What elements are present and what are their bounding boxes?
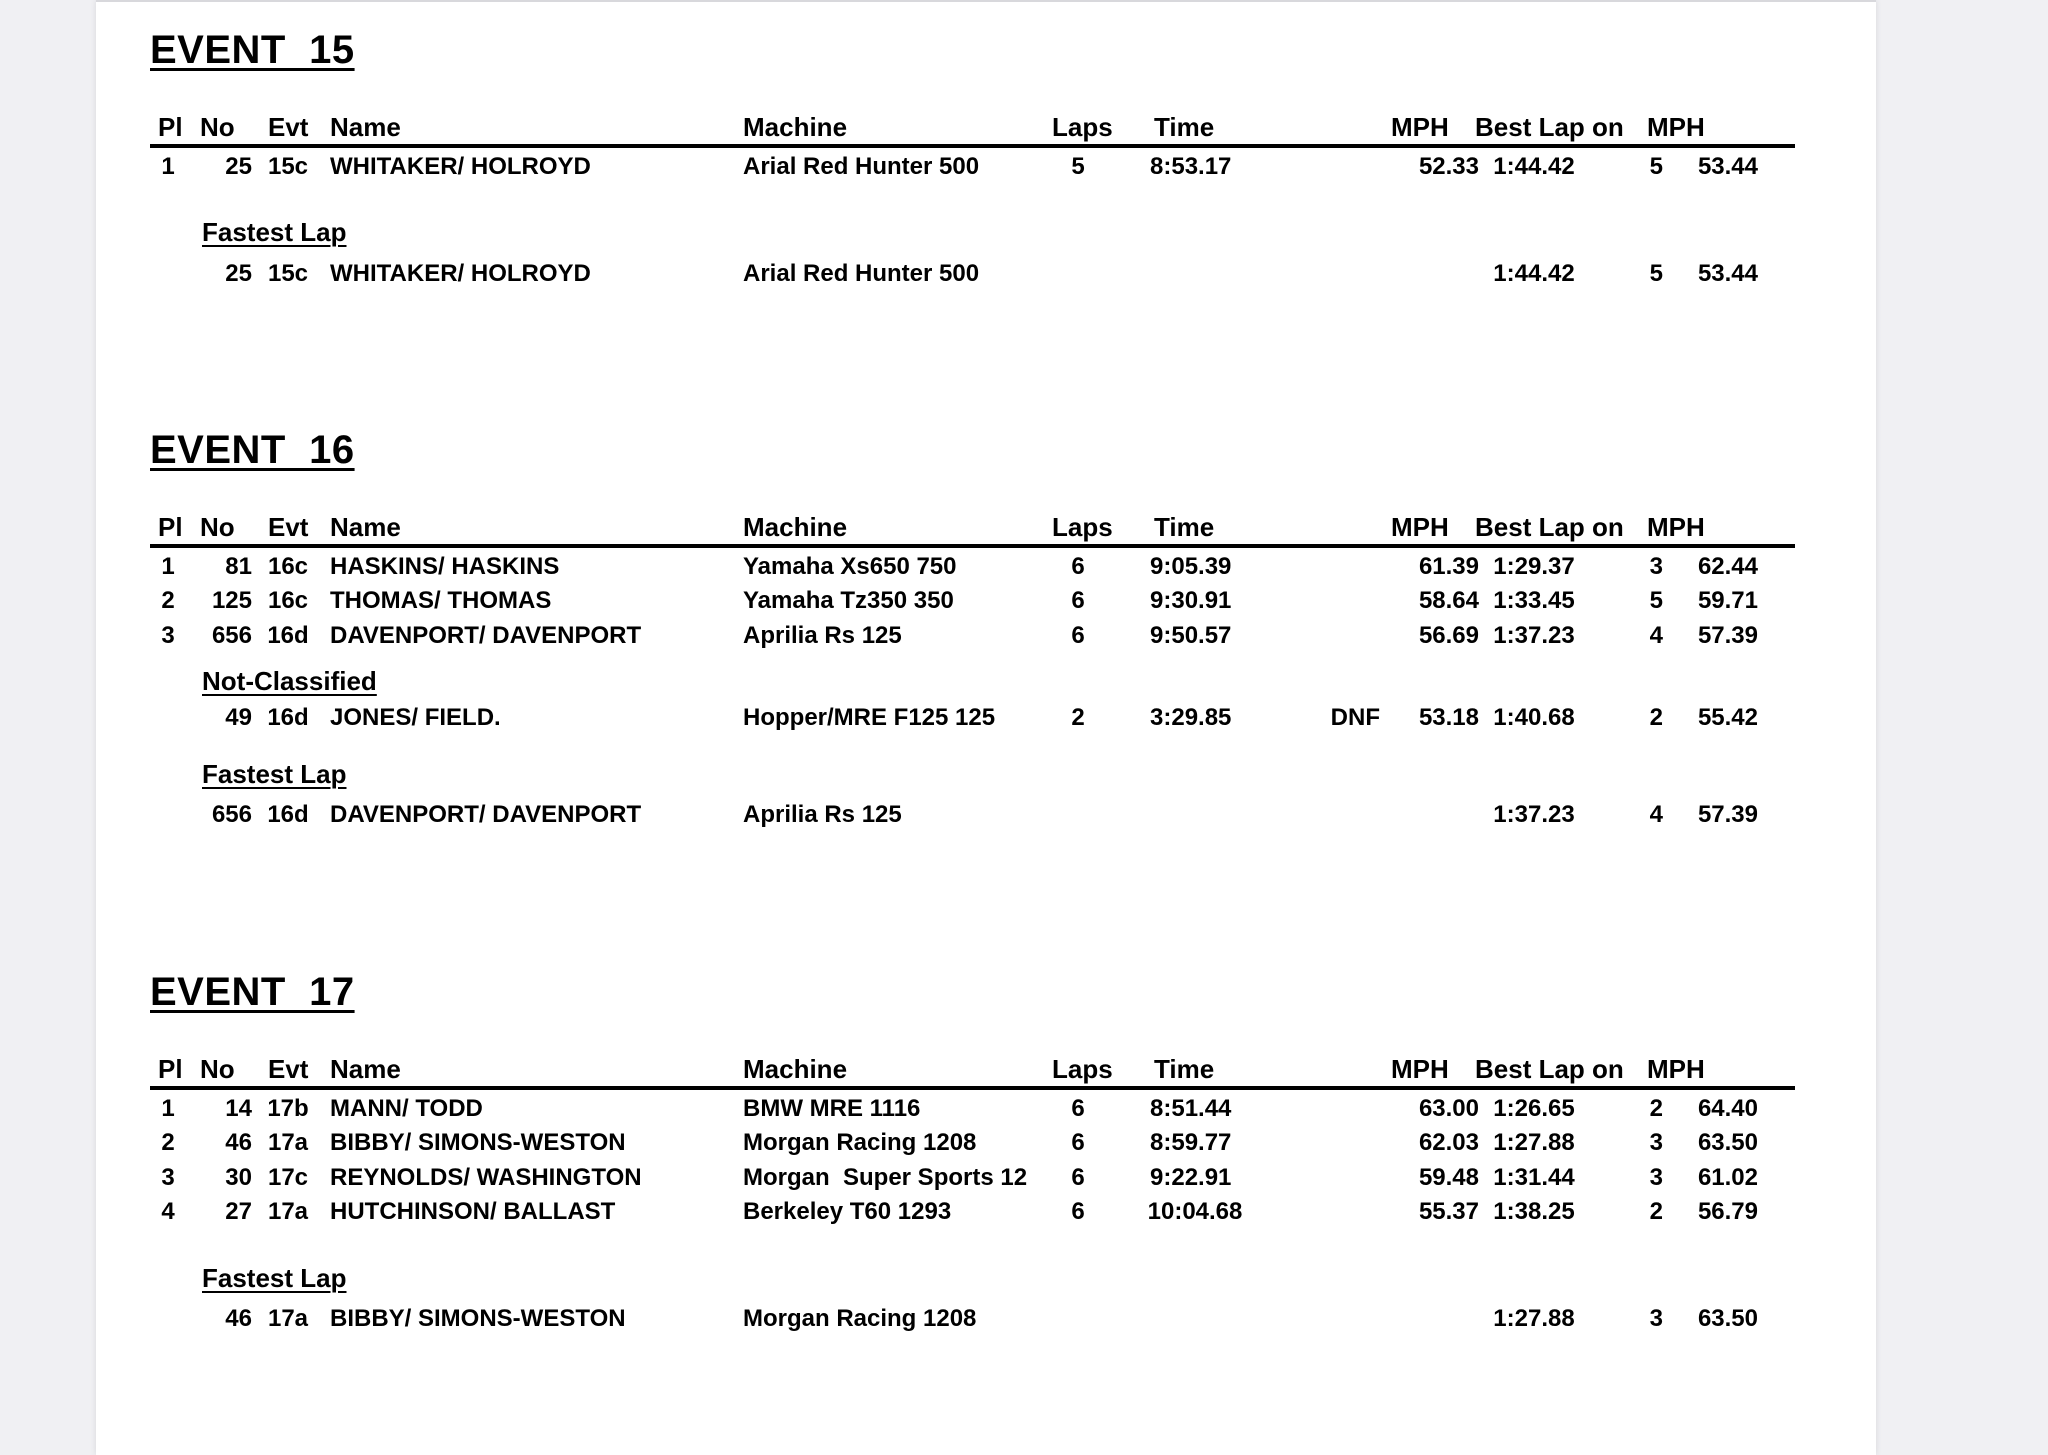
header-row — [150, 112, 1795, 142]
cell-on: 3 — [1649, 1129, 1663, 1156]
results-page — [96, 0, 1876, 1455]
fastest-lap-label: Fastest Lap — [202, 1263, 347, 1293]
cell-on: 5 — [1649, 153, 1663, 180]
cell-no: 25 — [225, 260, 252, 287]
cell-mph: 52.33 — [1418, 153, 1479, 180]
col-machine: Machine — [743, 512, 848, 542]
fastest-lap-row — [150, 800, 1795, 830]
result-row — [150, 552, 1795, 582]
cell-pl: 3 — [161, 622, 175, 649]
cell-laps: 6 — [1071, 1198, 1085, 1225]
cell-no: 125 — [211, 587, 252, 614]
cell-machine: Yamaha Xs650 750 — [743, 553, 957, 580]
cell-mph: 63.00 — [1418, 1095, 1479, 1122]
header-row — [150, 512, 1795, 542]
cell-time: 3:29.85 — [1150, 704, 1232, 731]
header-rule — [150, 144, 1795, 148]
event-title: EVENT 15 — [150, 28, 355, 72]
cell-time: 8:53.17 — [1150, 153, 1232, 180]
cell-machine: Arial Red Hunter 500 — [743, 153, 980, 180]
cell-on: 2 — [1649, 704, 1663, 731]
cell-mph: 55.37 — [1418, 1198, 1479, 1225]
cell-pl: 3 — [161, 1164, 175, 1191]
col-name: Name — [330, 112, 401, 142]
cell-laps: 6 — [1071, 622, 1085, 649]
cell-best-lap: 1:27.88 — [1493, 1129, 1575, 1156]
col-machine: Machine — [743, 1054, 848, 1084]
col-best-lap-on: Best Lap on — [1475, 1054, 1624, 1084]
cell-name: REYNOLDS/ WASHINGTON — [330, 1164, 642, 1191]
col-time: Time — [1154, 512, 1215, 542]
cell-no: 656 — [211, 801, 252, 828]
cell-name: BIBBY/ SIMONS-WESTON — [330, 1129, 626, 1156]
cell-on: 3 — [1649, 1164, 1663, 1191]
cell-name: MANN/ TODD — [330, 1095, 483, 1122]
cell-evt: 17b — [267, 1095, 309, 1122]
cell-pl: 4 — [161, 1198, 175, 1225]
cell-on: 2 — [1649, 1095, 1663, 1122]
cell-name: BIBBY/ SIMONS-WESTON — [330, 1305, 626, 1332]
col-pl: Pl — [158, 1054, 183, 1084]
cell-on: 4 — [1649, 801, 1663, 828]
col-best-lap-on: Best Lap on — [1475, 112, 1624, 142]
cell-best-lap: 1:37.23 — [1493, 622, 1575, 649]
cell-on: 4 — [1649, 622, 1663, 649]
cell-evt: 15c — [267, 153, 309, 180]
cell-best-lap: 1:27.88 — [1493, 1305, 1575, 1332]
cell-best-lap: 1:33.45 — [1493, 587, 1575, 614]
cell-no: 656 — [211, 622, 252, 649]
col-name: Name — [330, 512, 401, 542]
cell-laps: 2 — [1071, 704, 1085, 731]
cell-name: JONES/ FIELD. — [330, 704, 501, 731]
cell-machine: Aprilia Rs 125 — [743, 801, 902, 828]
cell-machine: Yamaha Tz350 350 — [743, 587, 954, 614]
cell-best-mph: 53.44 — [1697, 260, 1758, 287]
cell-status: DNF — [1330, 704, 1380, 731]
cell-best-mph: 61.02 — [1697, 1164, 1758, 1191]
cell-best-lap: 1:37.23 — [1493, 801, 1575, 828]
fastest-lap-row — [150, 259, 1795, 289]
cell-on: 3 — [1649, 1305, 1663, 1332]
cell-best-lap: 1:31.44 — [1493, 1164, 1575, 1191]
cell-machine: Arial Red Hunter 500 — [743, 260, 980, 287]
cell-best-mph: 64.40 — [1697, 1095, 1758, 1122]
col-best-mph: MPH — [1647, 1054, 1705, 1084]
cell-on: 5 — [1649, 587, 1663, 614]
cell-pl: 2 — [161, 587, 175, 614]
cell-machine: Morgan Racing 1208 — [743, 1305, 977, 1332]
col-no: No — [200, 1054, 235, 1084]
cell-no: 27 — [225, 1198, 252, 1225]
col-no: No — [200, 112, 235, 142]
cell-laps: 6 — [1071, 1164, 1085, 1191]
result-row — [150, 1094, 1795, 1124]
cell-mph: 62.03 — [1418, 1129, 1479, 1156]
cell-best-mph: 59.71 — [1697, 587, 1758, 614]
cell-evt: 16c — [267, 553, 309, 580]
cell-evt: 16d — [267, 801, 309, 828]
col-pl: Pl — [158, 112, 183, 142]
col-time: Time — [1154, 1054, 1215, 1084]
cell-best-mph: 63.50 — [1697, 1129, 1758, 1156]
cell-best-lap: 1:40.68 — [1493, 704, 1575, 731]
cell-laps: 6 — [1071, 1129, 1085, 1156]
cell-laps: 6 — [1071, 587, 1085, 614]
col-machine: Machine — [743, 112, 848, 142]
cell-name: DAVENPORT/ DAVENPORT — [330, 801, 642, 828]
col-best-mph: MPH — [1647, 112, 1705, 142]
cell-no: 14 — [225, 1095, 252, 1122]
cell-best-lap: 1:44.42 — [1493, 153, 1575, 180]
cell-evt: 17c — [267, 1164, 309, 1191]
col-best-mph: MPH — [1647, 512, 1705, 542]
fastest-lap-label: Fastest Lap — [202, 217, 347, 247]
cell-best-mph: 55.42 — [1697, 704, 1758, 731]
cell-machine: BMW MRE 1116 — [743, 1095, 921, 1122]
cell-on: 5 — [1649, 260, 1663, 287]
cell-evt: 16d — [267, 622, 309, 649]
cell-best-mph: 62.44 — [1697, 553, 1758, 580]
cell-machine: Hopper/MRE F125 125 — [743, 704, 996, 731]
cell-mph: 61.39 — [1418, 553, 1479, 580]
col-time: Time — [1154, 112, 1215, 142]
cell-evt: 17a — [267, 1198, 309, 1225]
cell-laps: 6 — [1071, 1095, 1085, 1122]
cell-no: 25 — [225, 153, 252, 180]
cell-best-lap: 1:29.37 — [1493, 553, 1575, 580]
col-mph: MPH — [1391, 512, 1449, 542]
cell-time: 8:51.44 — [1150, 1095, 1232, 1122]
cell-mph: 58.64 — [1418, 587, 1479, 614]
cell-name: WHITAKER/ HOLROYD — [330, 260, 591, 287]
col-name: Name — [330, 1054, 401, 1084]
cell-time: 10:04.68 — [1147, 1198, 1243, 1225]
cell-best-mph: 53.44 — [1697, 153, 1758, 180]
cell-name: THOMAS/ THOMAS — [330, 587, 552, 614]
not-classified-label: Not-Classified — [202, 666, 377, 696]
cell-machine: Berkeley T60 1293 — [743, 1198, 952, 1225]
cell-no: 49 — [225, 704, 252, 731]
cell-laps: 5 — [1071, 153, 1085, 180]
cell-time: 9:05.39 — [1150, 553, 1232, 580]
col-laps: Laps — [1052, 1054, 1113, 1084]
cell-on: 3 — [1649, 553, 1663, 580]
cell-evt: 17a — [267, 1129, 309, 1156]
cell-on: 2 — [1649, 1198, 1663, 1225]
cell-best-lap: 1:44.42 — [1493, 260, 1575, 287]
cell-no: 30 — [225, 1164, 252, 1191]
cell-no: 46 — [225, 1305, 252, 1332]
result-row — [150, 152, 1795, 182]
cell-time: 9:50.57 — [1150, 622, 1232, 649]
header-row — [150, 1054, 1795, 1084]
cell-best-lap: 1:26.65 — [1493, 1095, 1575, 1122]
col-mph: MPH — [1391, 112, 1449, 142]
cell-evt: 17a — [267, 1305, 309, 1332]
col-evt: Evt — [268, 1054, 309, 1084]
header-rule — [150, 1086, 1795, 1090]
cell-best-lap: 1:38.25 — [1493, 1198, 1575, 1225]
cell-best-mph: 56.79 — [1697, 1198, 1758, 1225]
cell-evt: 16c — [267, 587, 309, 614]
cell-mph: 53.18 — [1418, 704, 1479, 731]
col-evt: Evt — [268, 112, 309, 142]
result-row — [150, 1197, 1795, 1227]
cell-name: HASKINS/ HASKINS — [330, 553, 560, 580]
cell-pl: 1 — [161, 1095, 175, 1122]
cell-time: 9:22.91 — [1150, 1164, 1232, 1191]
col-no: No — [200, 512, 235, 542]
col-evt: Evt — [268, 512, 309, 542]
cell-time: 9:30.91 — [1150, 587, 1232, 614]
col-mph: MPH — [1391, 1054, 1449, 1084]
cell-time: 8:59.77 — [1150, 1129, 1232, 1156]
cell-best-mph: 63.50 — [1697, 1305, 1758, 1332]
cell-machine: Aprilia Rs 125 — [743, 622, 902, 649]
cell-laps: 6 — [1071, 553, 1085, 580]
result-row — [150, 1128, 1795, 1158]
event-title: EVENT 17 — [150, 970, 355, 1014]
col-laps: Laps — [1052, 512, 1113, 542]
result-row — [150, 1163, 1795, 1193]
result-row — [150, 586, 1795, 616]
event-title: EVENT 16 — [150, 428, 355, 472]
cell-name: HUTCHINSON/ BALLAST — [330, 1198, 616, 1225]
not-classified-row — [150, 703, 1795, 733]
cell-machine: Morgan Super Sports 12 — [743, 1164, 1028, 1191]
cell-mph: 56.69 — [1418, 622, 1479, 649]
col-pl: Pl — [158, 512, 183, 542]
cell-evt: 15c — [267, 260, 309, 287]
cell-no: 46 — [225, 1129, 252, 1156]
result-row — [150, 621, 1795, 651]
cell-best-mph: 57.39 — [1697, 622, 1758, 649]
header-rule — [150, 544, 1795, 548]
cell-evt: 16d — [267, 704, 309, 731]
col-best-lap-on: Best Lap on — [1475, 512, 1624, 542]
fastest-lap-label: Fastest Lap — [202, 759, 347, 789]
cell-no: 81 — [225, 553, 252, 580]
cell-name: DAVENPORT/ DAVENPORT — [330, 622, 642, 649]
cell-machine: Morgan Racing 1208 — [743, 1129, 977, 1156]
cell-mph: 59.48 — [1418, 1164, 1479, 1191]
cell-pl: 1 — [161, 153, 175, 180]
cell-pl: 2 — [161, 1129, 175, 1156]
cell-name: WHITAKER/ HOLROYD — [330, 153, 591, 180]
fastest-lap-row — [150, 1304, 1795, 1334]
cell-best-mph: 57.39 — [1697, 801, 1758, 828]
col-laps: Laps — [1052, 112, 1113, 142]
cell-pl: 1 — [161, 553, 175, 580]
